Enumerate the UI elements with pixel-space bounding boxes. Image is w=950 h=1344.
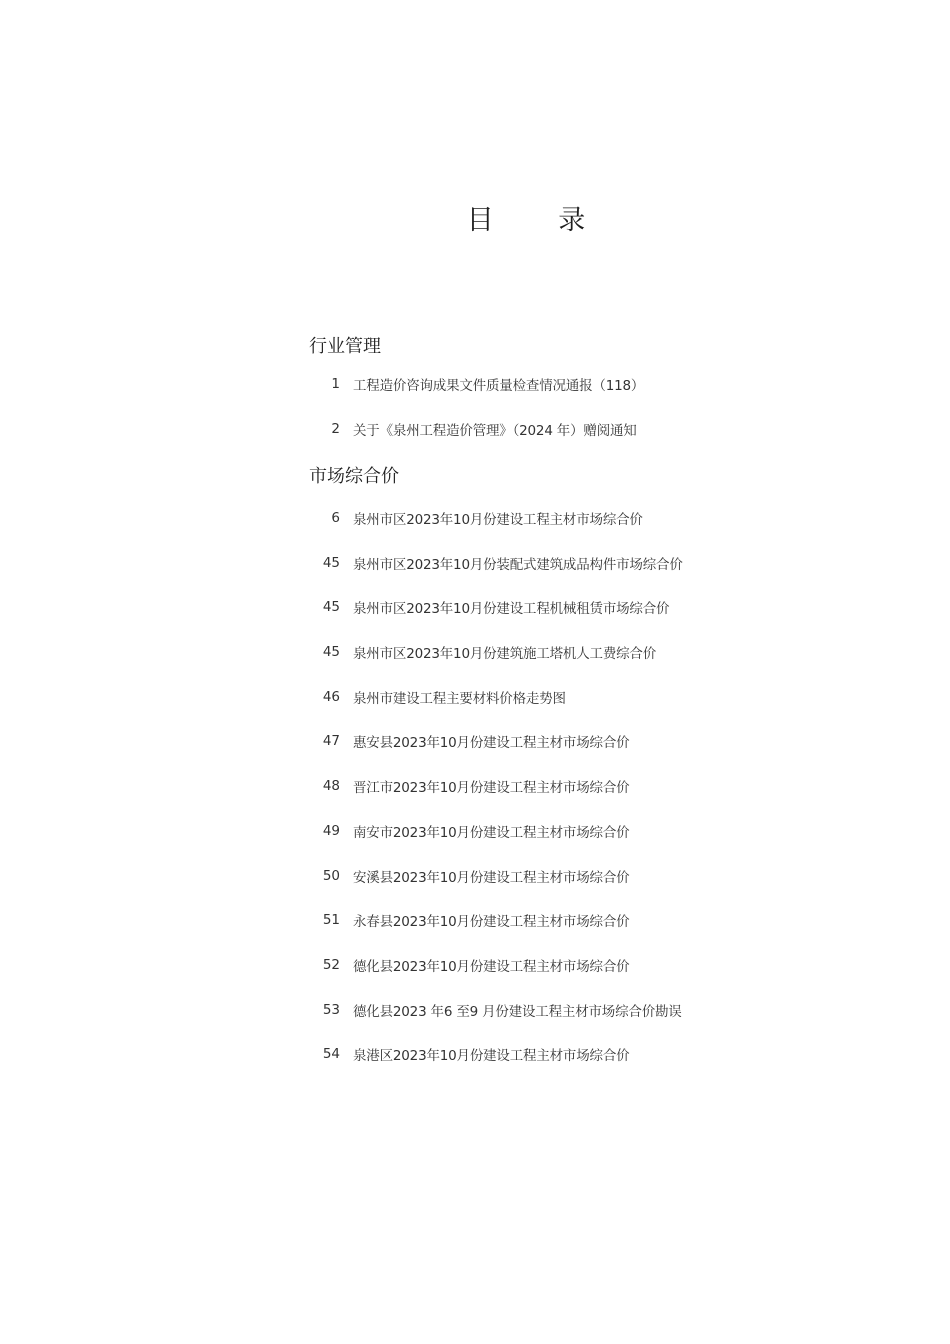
toc-entry-title: 工程造价咨询成果文件质量检查情况通报（118）	[353, 378, 645, 394]
toc-page-number: 53	[322, 1002, 340, 1018]
toc-entry-title: 泉州市区2023年10月份建筑施工塔机人工费综合价	[353, 646, 657, 662]
toc-entry[interactable]	[300, 685, 566, 709]
toc-entry-title: 关于《泉州工程造价管理》（2024 年）赠阅通知	[353, 423, 637, 439]
toc-entry[interactable]	[300, 729, 629, 753]
toc-page-number: 49	[322, 823, 340, 839]
toc-entry[interactable]	[300, 1042, 629, 1066]
toc-page-number: 45	[322, 555, 340, 571]
toc-entry-title: 泉州市区2023年10月份建设工程机械租赁市场综合价	[353, 601, 670, 617]
page-title: 目 录	[466, 205, 614, 236]
toc-entry-title: 惠安县2023年10月份建设工程主材市场综合价	[353, 735, 630, 751]
toc-entry[interactable]	[300, 819, 629, 843]
toc-entry-title: 德化县2023年10月份建设工程主材市场综合价	[353, 959, 630, 975]
toc-entry[interactable]	[300, 640, 656, 664]
toc-entry-title: 晋江市2023年10月份建设工程主材市场综合价	[353, 780, 630, 796]
toc-entry-title: 泉州市建设工程主要材料价格走势图	[353, 691, 566, 707]
section-heading-industry-management: 行业管理	[309, 336, 381, 357]
toc-entry-title: 泉州市区2023年10月份建设工程主材市场综合价	[353, 512, 643, 528]
toc-entry[interactable]	[300, 908, 629, 932]
toc-entry-title: 南安市2023年10月份建设工程主材市场综合价	[353, 825, 630, 841]
toc-page-number: 1	[331, 376, 340, 392]
toc-entry[interactable]	[300, 595, 669, 619]
toc-entry[interactable]	[300, 417, 637, 441]
toc-entry[interactable]	[300, 864, 629, 888]
toc-entry[interactable]	[300, 953, 629, 977]
toc-entry-title: 泉州市区2023年10月份装配式建筑成品构件市场综合价	[353, 557, 683, 573]
toc-entry-title: 安溪县2023年10月份建设工程主材市场综合价	[353, 870, 630, 886]
toc-page-number: 54	[322, 1046, 340, 1062]
toc-page-number: 52	[322, 957, 340, 973]
toc-page-number: 46	[322, 689, 340, 705]
toc-page-number: 6	[331, 510, 340, 526]
toc-entry-title: 泉港区2023年10月份建设工程主材市场综合价	[353, 1048, 630, 1064]
toc-page-number: 47	[322, 733, 340, 749]
toc-entry-title: 德化县2023 年6 至9 月份建设工程主材市场综合价勘误	[353, 1004, 682, 1020]
toc-entry[interactable]	[300, 506, 643, 530]
toc-page-number: 45	[322, 599, 340, 615]
toc-page-number: 45	[322, 644, 340, 660]
toc-page-number: 2	[331, 421, 340, 437]
section-heading-market-price: 市场综合价	[309, 466, 399, 487]
toc-page-number: 50	[322, 868, 340, 884]
toc-entry-title: 永春县2023年10月份建设工程主材市场综合价	[353, 914, 630, 930]
toc-entry[interactable]	[300, 774, 629, 798]
toc-entry[interactable]	[300, 372, 644, 396]
toc-entry[interactable]	[300, 998, 682, 1022]
toc-page-number: 51	[322, 912, 340, 928]
toc-entry[interactable]	[300, 551, 683, 575]
toc-page-number: 48	[322, 778, 340, 794]
